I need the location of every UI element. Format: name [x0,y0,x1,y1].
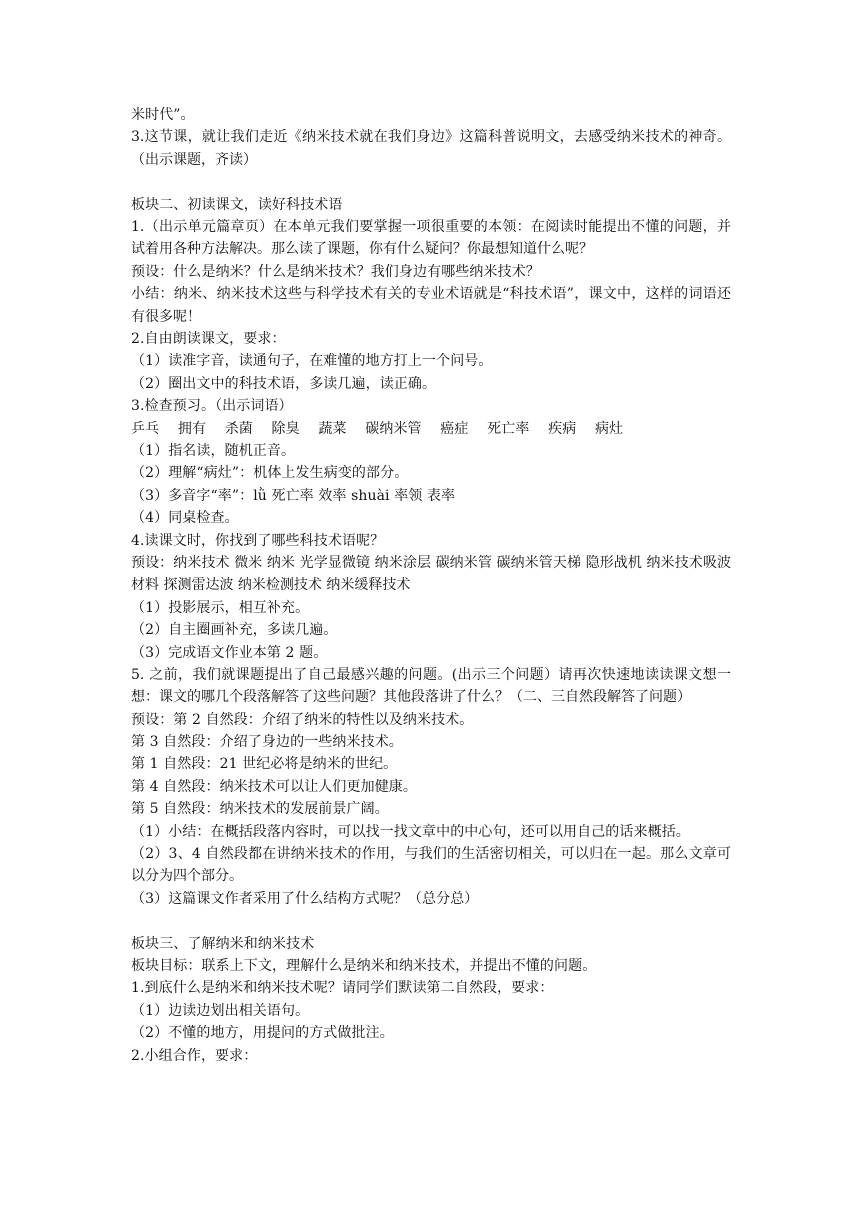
text-line: （1）小结：在概括段落内容时，可以找一找文章中的中心句，还可以用自己的话来概括。 [131,823,690,840]
text-line: 第 5 自然段：纳米技术的发展前景广阔。 [131,801,389,818]
text-line: 第 4 自然段：纳米技术可以让人们更加健康。 [131,778,418,795]
blank-line [131,171,731,193]
text-line: （2）不懂的地方，用提问的方式做批注。 [131,1025,394,1042]
text-line: 4.读课文时，你找到了哪些科技术语呢？ [131,532,385,549]
text-line: 5. 之前，我们就课题提出了自己最感兴趣的问题。(出示三个问题）请再次快速地读读课文想一想：课文的哪几个段落解答了这些问题？其他段落讲了什么？（二、三自然段解答了问题） [131,666,731,706]
text-line: 板块目标：联系上下文，理解什么是纳米和纳米技术，并提出不懂的问题。 [131,958,597,975]
text-line: 2.自由朗读课文，要求： [131,331,286,347]
text-line: （3）多音字“率”：lǜ 死亡率 效率 shuài 率领 表率 [131,487,456,504]
text-line: 1.（出示单元篇章页）在本单元我们要掌握一项很重要的本领：在阅读时能提出不懂的问题，并试着用各种方法解决。那么读了课题，你有什么疑问？你最想知道什么呢？ [131,218,731,258]
text-line: 小结：纳米、纳米技术这些与科学技术有关的专业术语就是“科技术语”，课文中，这样的词语还有很多呢！ [131,286,731,325]
text-line: （4）同桌检查。 [131,510,239,527]
text-line: （3）这篇课文作者采用了什么结构方式呢？（总分总） [131,890,479,907]
text-line: （2）自主圈画补充，多读几遍。 [131,622,338,639]
text-line: 预设：纳米技术 微米 纳米 光学显微镜 纳米涂层 碳纳米管 碳纳米管天梯 隐形战机 纳米技术吸波材料 探测雷达波 纳米检测技术 纳米缓释技术 [131,554,731,594]
text-line: 米时代”。 [131,107,195,123]
text-line: （3）完成语文作业本第 2 题。 [131,644,328,661]
document-page [131,104,731,1067]
text-line: 乒乓 拥有 杀菌 除臭 蔬菜 碳纳米管 癌症 死亡率 疾病 病灶 [131,420,624,437]
text-line: 板块二、初读课文，读好科技术语 [131,196,343,213]
text-line: 1.到底什么是纳米和纳米技术呢？请同学们默读第二自然段，要求： [131,980,554,997]
text-line: 第 1 自然段：21 世纪必将是纳米的世纪。 [131,756,398,773]
text-line: 预设：第 2 自然段：介绍了纳米的特性以及纳米技术。 [131,711,474,728]
text-line: （1）指名读，随机正音。 [131,442,296,459]
text-line: （2）圈出文中的科技术语，多读几遍，读正确。 [131,375,437,392]
text-line: 板块三、了解纳米和纳米技术 [131,935,315,952]
blank-line [131,910,731,932]
text-line: （1）读准字音，读通句子，在难懂的地方打上一个问号。 [131,353,493,370]
text-line: 第 3 自然段：介绍了身边的一些纳米技术。 [131,734,403,751]
text-line: （1）投影展示，相互补充。 [131,599,310,616]
text-line: 2.小组合作，要求： [131,1047,258,1064]
text-line: （1）边读边划出相关语句。 [131,1002,310,1019]
text-line: 3.检查预习。（出示词语） [131,398,293,415]
text-line: （2）理解“病灶”：机体上发生病变的部分。 [131,465,409,482]
text-line: 3.这节课，就让我们走近《纳米技术就在我们身边》这篇科普说明文，去感受纳米技术的神奇。（出示课题，齐读） [131,129,731,168]
text-line: 预设：什么是纳米？什么是纳米技术？我们身边有哪些纳米技术？ [131,263,540,280]
text-line: （2）3、4 自然段都在讲纳米技术的作用，与我们的生活密切相关，可以归在一起。那么文章可以分为四个部分。 [131,846,731,885]
